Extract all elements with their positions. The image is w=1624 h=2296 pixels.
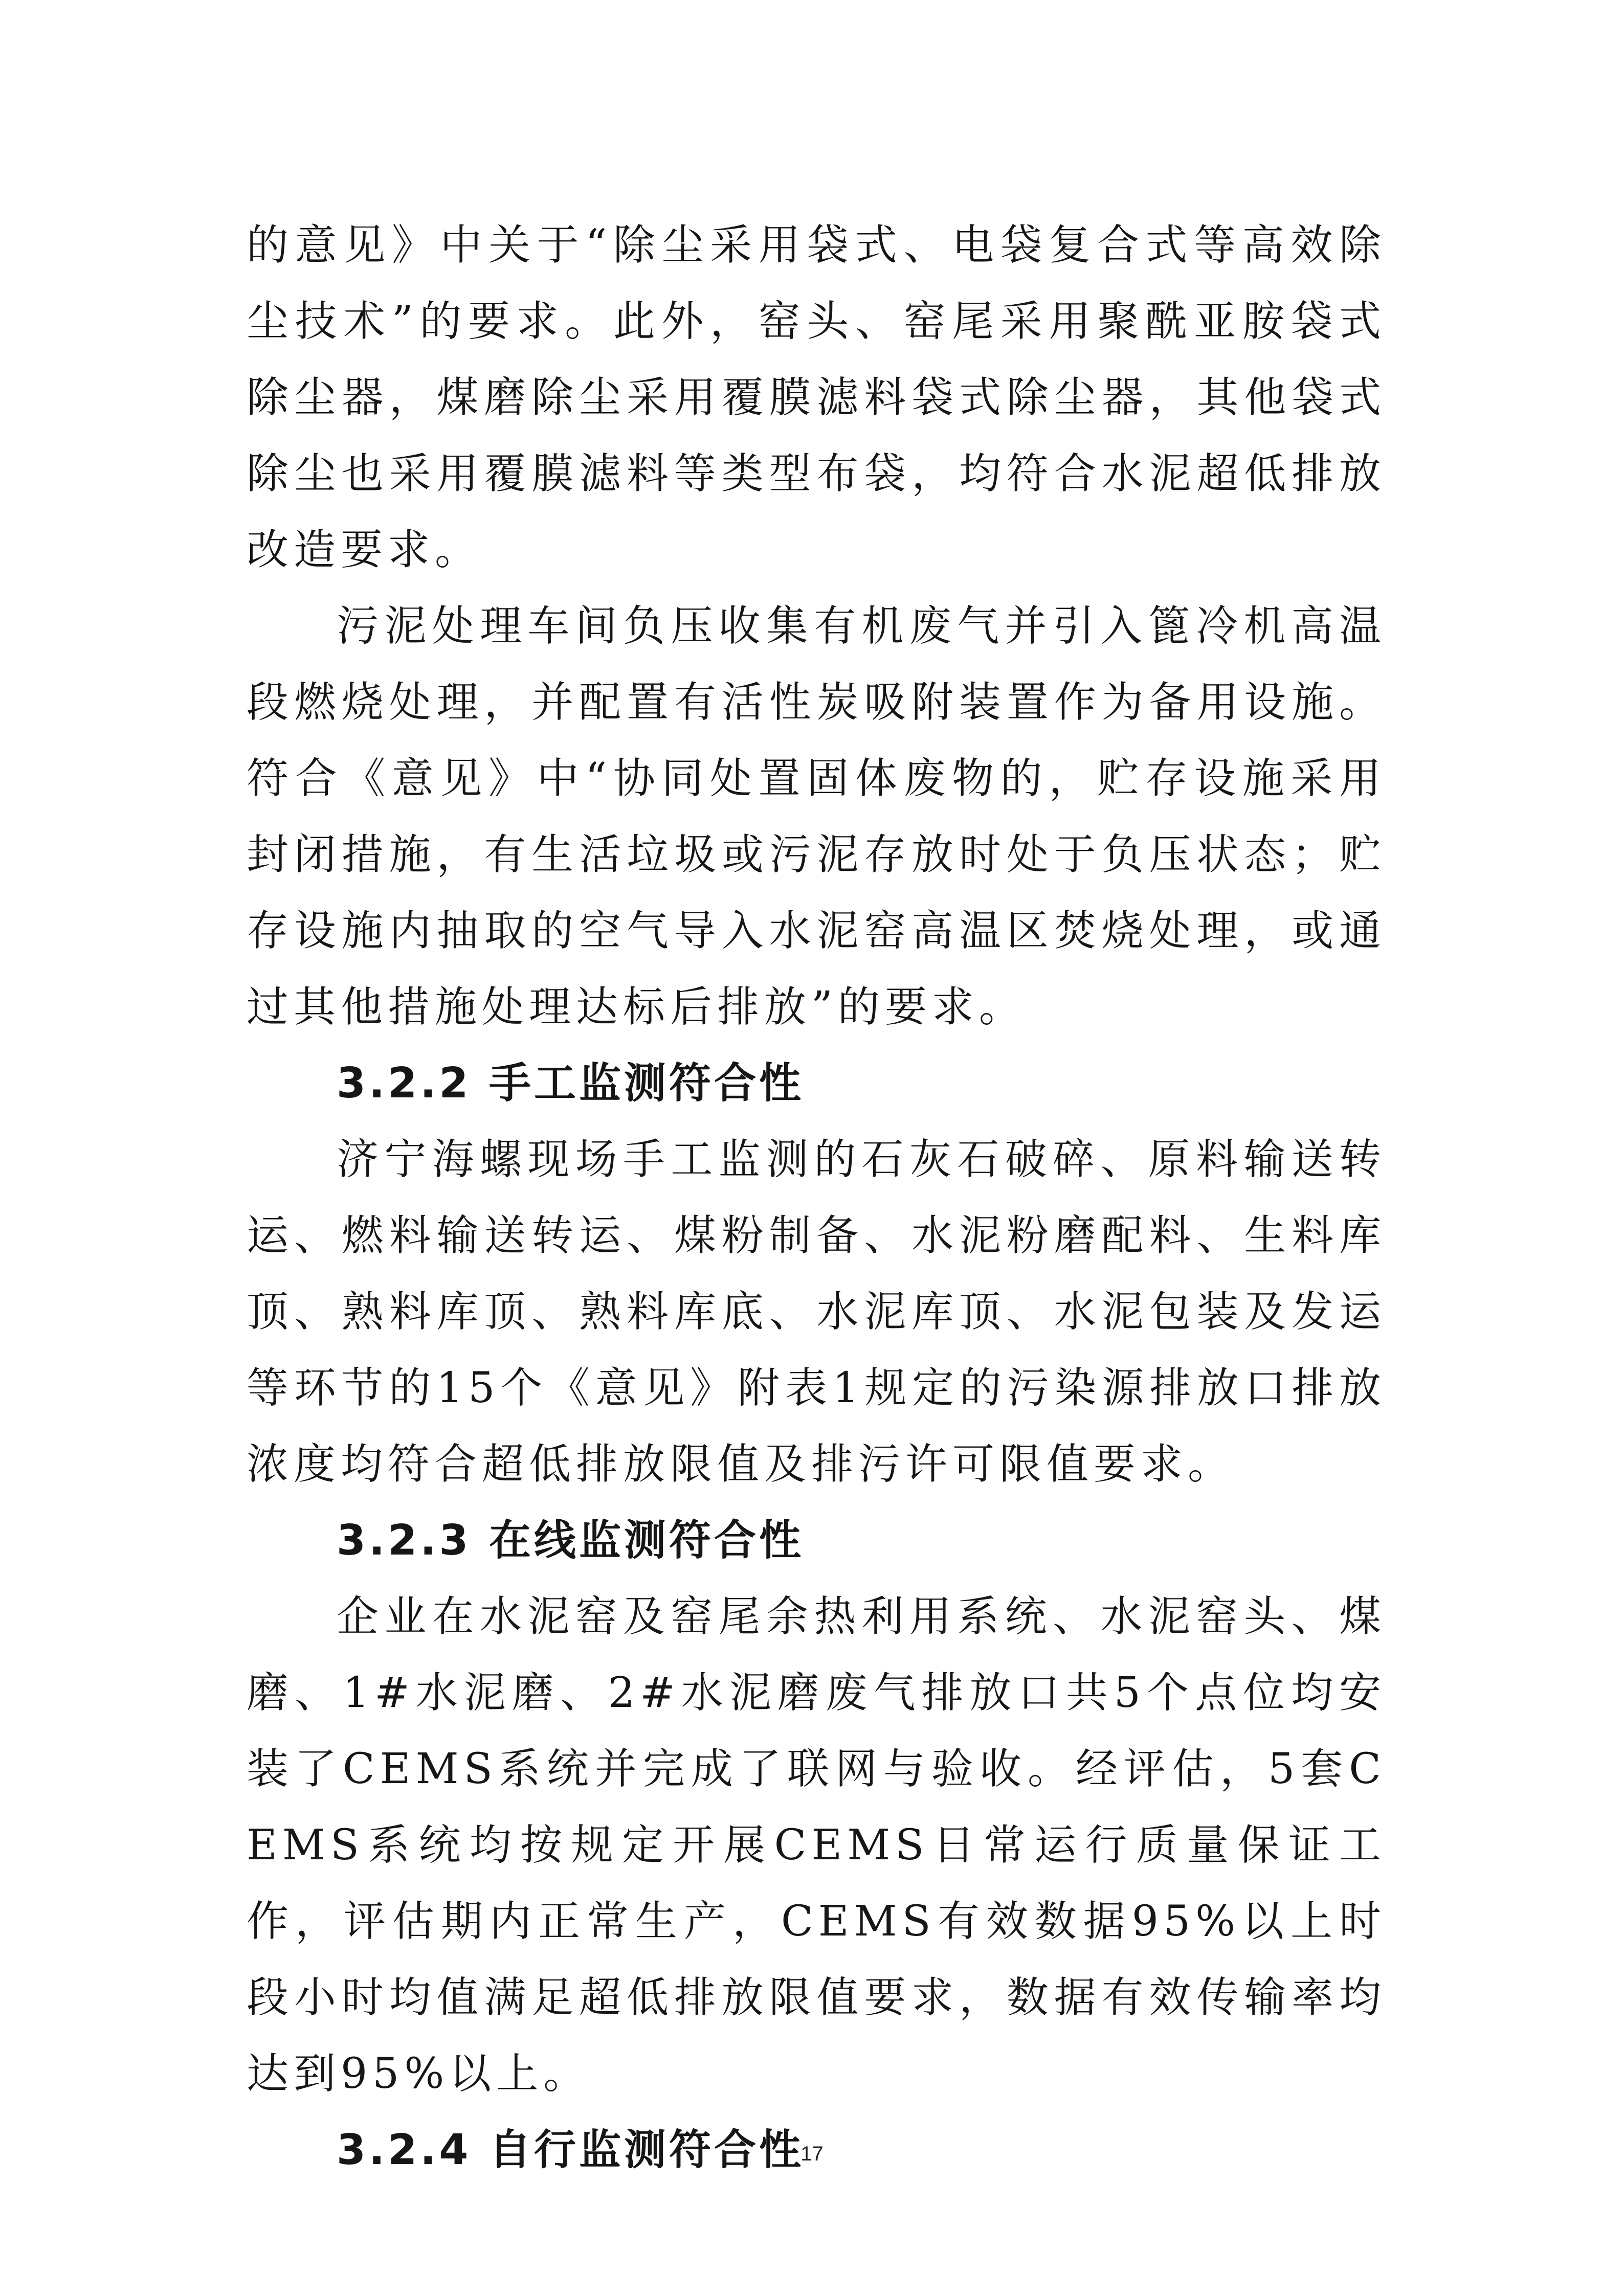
heading-online-monitoring: 3.2.3 在线监测符合性 xyxy=(337,1516,805,1565)
paragraph-dust-removal: 的意见》中关于“除尘采用袋式、电袋复合式等高效除尘技术”的要求。此外，窑头、窑尾采用聚酰亚胺袋式除尘器，煤磨除尘采用覆膜滤料袋式除尘器，其他袋式除尘也采用覆膜滤料等类型布袋，均符合水泥超低排放改造要求。 xyxy=(247,221,1386,574)
paragraph-sludge-treatment: 污泥处理车间负压收集有机废气并引入篦冷机高温段燃烧处理，并配置有活性炭吸附装置作为备用设施。符合《意见》中“协同处置固体废物的，贮存设施采用封闭措施，有生活垃圾或污泥存放时处于负压状态；贮存设施内抽取的空气导入水泥窑高温区焚烧处理，或通过其他措施处理达标后排放”的要求。 xyxy=(247,602,1386,1031)
page-body xyxy=(247,207,1386,2188)
page-number: 17 xyxy=(800,2143,824,2165)
heading-self-monitoring: 3.2.4 自行监测符合性 xyxy=(337,2126,805,2174)
paragraph-online-monitoring: 企业在水泥窑及窑尾余热利用系统、水泥窑头、煤磨、1#水泥磨、2#水泥磨废气排放口共5个点位均安装了CEMS系统并完成了联网与验收。经评估，5套CEMS系统均按规定开展CEMS日常运行质量保证工作，评估期内正常生产，CEMS有效数据95%以上时段小时均值满足超低排放限值要求，数据有效传输率均达到95%以上。 xyxy=(247,1592,1386,2098)
paragraph-manual-monitoring: 济宁海螺现场手工监测的石灰石破碎、原料输送转运、燃料输送转运、煤粉制备、水泥粉磨配料、生料库顶、熟料库顶、熟料库底、水泥库顶、水泥包装及发运等环节的15个《意见》附表1规定的污染源排放口排放浓度均符合超低排放限值及排污许可限值要求。 xyxy=(247,1135,1386,1489)
heading-manual-monitoring: 3.2.2 手工监测符合性 xyxy=(337,1059,805,1108)
